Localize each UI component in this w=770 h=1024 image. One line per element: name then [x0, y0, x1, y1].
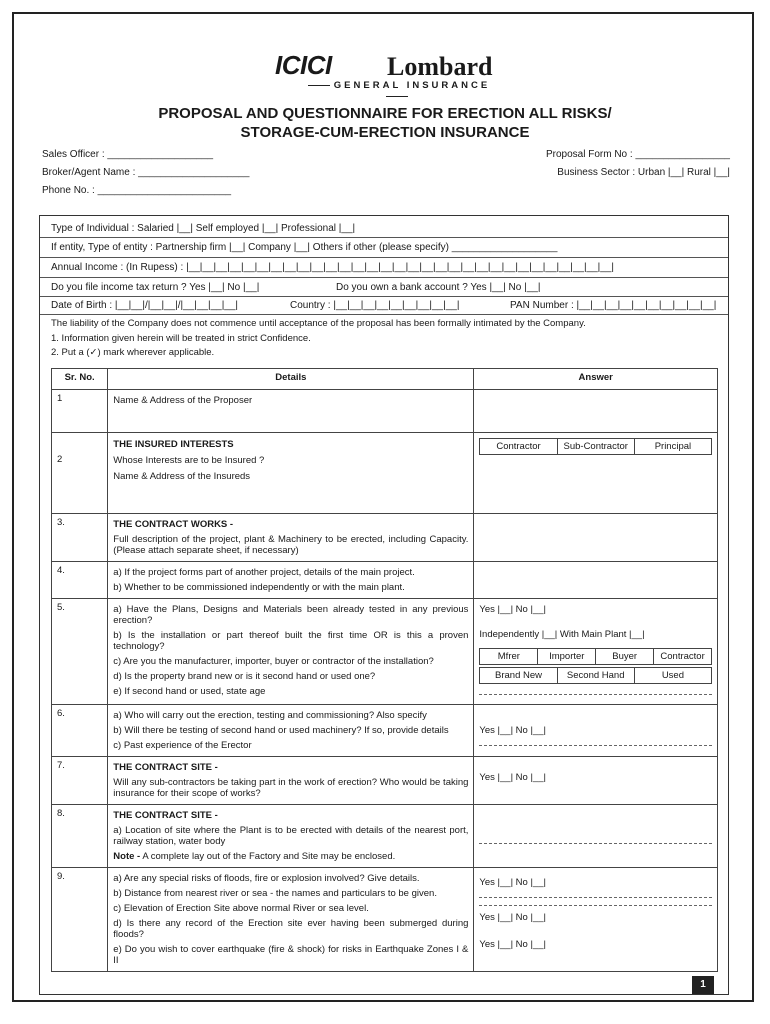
broker-field[interactable]: Broker/Agent Name : ____________________: [42, 167, 250, 178]
entity-type-field[interactable]: If entity, Type of entity : Partnership firm |__| Company |__| Others if other (please specify) ___________________: [51, 242, 558, 253]
role-options: Mfrer Importer Buyer Contractor: [479, 648, 712, 665]
table-row: 4. a) If the project forms part of another project, details of the main project. b) Whether to be commissioned independently or with the main plant.: [52, 562, 718, 599]
proposal-form-no-field[interactable]: Proposal Form No : _________________: [545, 149, 730, 160]
condition-options: Brand New Second Hand Used: [479, 667, 712, 684]
bank-account-field[interactable]: Do you own a bank account ? Yes |__| No |__|: [336, 282, 541, 293]
note-1: 1. Information given herein will be treated in strict Confidence.: [51, 333, 311, 344]
yes-no-checkbox[interactable]: Yes |__| No |__|: [479, 604, 546, 615]
pan-field[interactable]: PAN Number : |__|__|__|__|__|__|__|__|__|__|: [510, 300, 717, 311]
page-number: 1: [692, 976, 714, 994]
answer-cell[interactable]: [474, 514, 718, 562]
note-2: 2. Put a (✓) mark wherever applicable.: [51, 347, 215, 358]
income-tax-field[interactable]: Do you file income tax return ? Yes |__| No |__|: [51, 282, 260, 293]
country-field[interactable]: Country : |__|__|__|__|__|__|__|__|__|: [290, 300, 460, 311]
logo-brand: ICICI: [275, 50, 332, 80]
table-row: 5. a) Have the Plans, Designs and Materials been already tested in any previous erection? b) Is the installation or part thereof built the first time OR is this a proven technology? c) Are you the manufacturer, importer, buyer or contractor of the installation? d) Is the property brand new or is it second hand or used one? e) If second hand or used, state age Yes |__| No |__| Independently |__| With Main Plant |__| Mfrer Importer Buyer Contractor Brand New Second Hand Used: [52, 599, 718, 705]
option-principal[interactable]: Principal: [654, 441, 692, 452]
option-contractor[interactable]: Contractor: [480, 439, 557, 454]
header-sr: Sr. No.: [52, 369, 108, 390]
table-row: 3. THE CONTRACT WORKS - Full description of the project, plant & Machinery to be erected, including Capacity. (Please attach separate sheet, if necessary): [52, 514, 718, 562]
business-sector-field[interactable]: Business Sector : Urban |__| Rural |__|: [557, 167, 730, 178]
answer-cell[interactable]: [474, 390, 718, 433]
yes-no-checkbox[interactable]: Yes |__| No |__|: [479, 877, 546, 888]
yes-no-checkbox[interactable]: Yes |__| No |__|: [479, 772, 546, 783]
form-title-line-2: STORAGE-CUM-ERECTION INSURANCE: [240, 124, 530, 141]
yes-no-checkbox[interactable]: Yes |__| No |__|: [479, 939, 546, 950]
yes-no-checkbox[interactable]: Yes |__| No |__|: [479, 912, 546, 923]
header-details: Details: [108, 369, 474, 390]
individual-type-field[interactable]: Type of Individual : Salaried |__| Self employed |__| Professional |__|: [51, 223, 356, 234]
answer-cell[interactable]: [474, 562, 718, 599]
company-logo: [275, 48, 500, 94]
table-row: 2 THE INSURED INTERESTS Whose Interests are to be Insured ? Name & Address of the Insureds Contractor Sub-Contractor Principal: [52, 433, 718, 514]
table-row: 6. a) Who will carry out the erection, testing and commissioning? Also specify b) Will there be testing of second hand or used machinery? If so, provide details c) Past experience of the Erector Yes |__| No |__|: [52, 705, 718, 757]
independent-checkbox[interactable]: Independently |__| With Main Plant |__|: [479, 629, 645, 640]
liability-note: The liability of the Company does not commence until acceptance of the proposal has been formally intimated by the Company.: [51, 318, 586, 329]
annual-income-field[interactable]: Annual Income : (In Rupess) : |__|__|__|__|__|__|__|__|__|__|__|__|__|__|__|__|__|__|__|__|__|__|__|__|__|__|__|__|__|__|__|: [51, 262, 615, 273]
phone-field[interactable]: Phone No. : ________________________: [42, 185, 232, 196]
header-answer: Answer: [474, 369, 718, 390]
yes-no-checkbox[interactable]: Yes |__| No |__|: [479, 725, 546, 736]
proposal-section: [39, 215, 729, 995]
table-row: 8. THE CONTRACT SITE - a) Location of site where the Plant is to be erected with details of the nearest port, railway station, water body Note - A complete lay out of the Factory and Site may be enclosed.: [52, 805, 718, 868]
option-sub-contractor[interactable]: Sub-Contractor: [558, 439, 635, 454]
questionnaire-table: [51, 368, 718, 972]
interest-options: [479, 438, 712, 455]
form-title-line-1: PROPOSAL AND QUESTIONNAIRE FOR ERECTION ALL RISKS/: [158, 105, 612, 122]
sales-officer-field[interactable]: Sales Officer : ___________________: [42, 149, 214, 160]
logo-tagline: GENERAL INSURANCE: [297, 80, 497, 102]
logo-brand-2: Lombard: [387, 52, 493, 81]
table-row: 1 Name & Address of the Proposer: [52, 390, 718, 433]
table-row: 9. a) Are any special risks of floods, fire or explosion involved? Give details. b) Distance from nearest river or sea - the names and particulars to be given. c) Elevation of Erection Site above normal River or sea level. d) Is there any record of the Erection site ever having been submerged during floods? e) Do you wish to cover earthquake (fire & shock) for risks in Earthquake Zones I & II Yes |__| No |__| Yes |__| No |__| Yes |__| No |__|: [52, 868, 718, 972]
table-row: 7. THE CONTRACT SITE - Will any sub-contractors be taking part in the work of erection? Who would be taking insurance for their scope of works? Yes |__| No |__|: [52, 757, 718, 805]
dob-field[interactable]: Date of Birth : |__|__|/|__|__|/|__|__|__|__|: [51, 300, 239, 311]
